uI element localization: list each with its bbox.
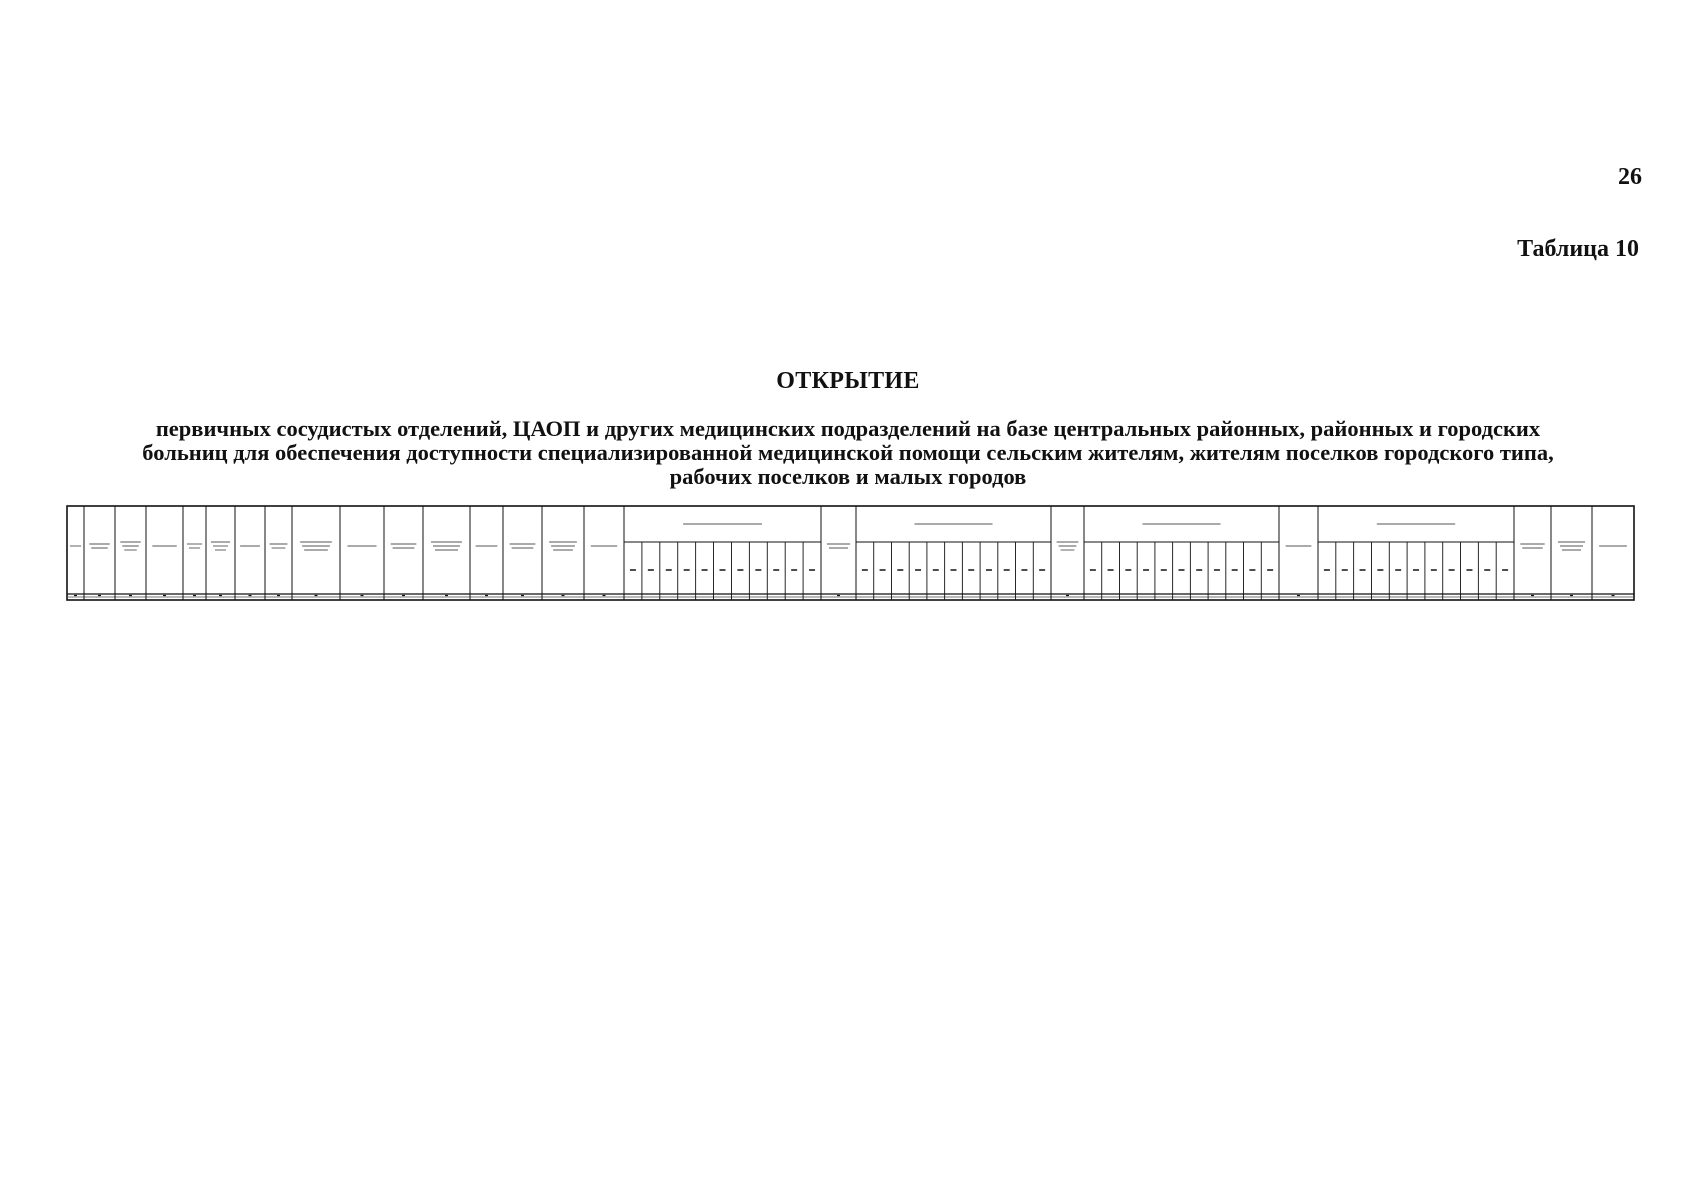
- subtitle-line: первичных сосудистых отделений, ЦАОП и других медицинских подразделений на базе центральных районных, районных и городских: [155, 416, 1541, 441]
- table-frame: [67, 506, 1634, 600]
- table-label: Таблица 10: [1517, 236, 1639, 262]
- document-title: ОТКРЫТИЕ: [776, 368, 920, 394]
- subtitle-line: больниц для обеспечения доступности специализированной медицинской помощи сельским жителям, жителям поселков городского типа,: [142, 440, 1554, 465]
- subtitle-line: рабочих поселков и малых городов: [669, 464, 1027, 489]
- page-number: 26: [1618, 164, 1642, 190]
